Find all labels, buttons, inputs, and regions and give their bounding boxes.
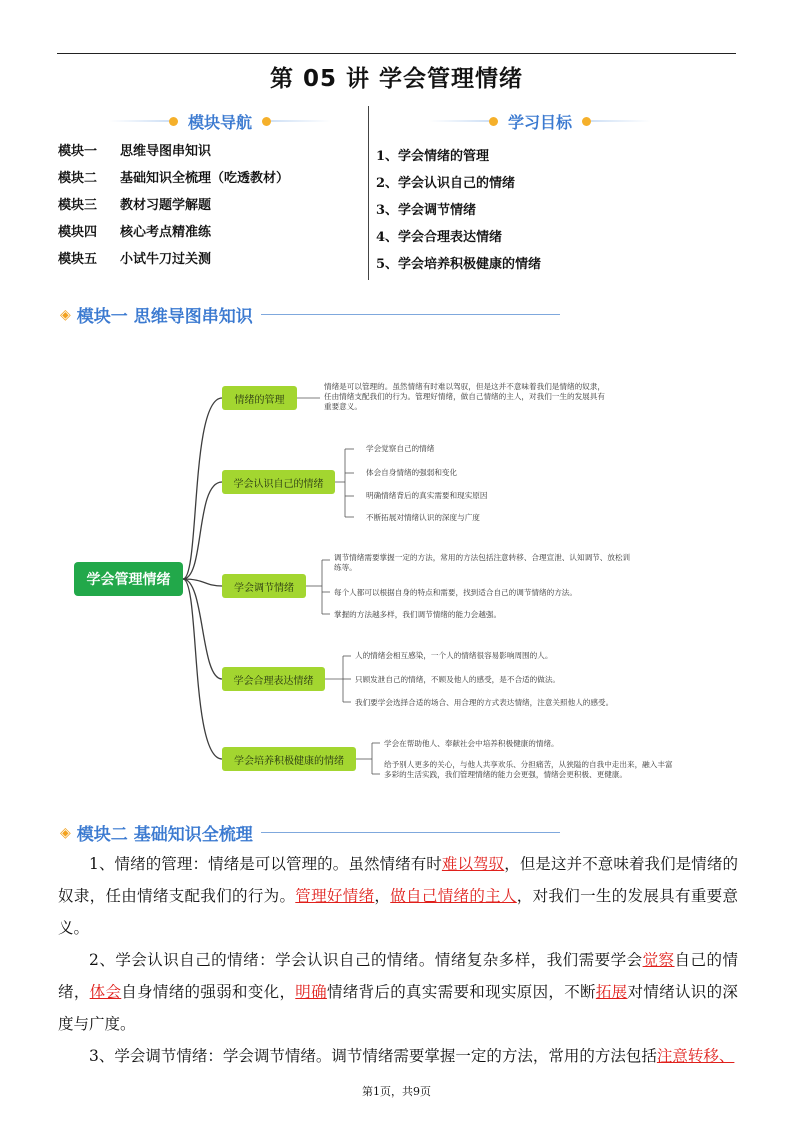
text-run: ，但是这并不意味着我们是情绪的奴隶，任由情绪支配我们的行为。	[58, 855, 738, 905]
goal-item: 3、学会调节情绪	[376, 203, 477, 218]
nav-heading: 模块导航	[187, 112, 252, 132]
mindmap-leaf: 学会在帮助他人、奉献社会中培养积极健康的情绪。	[384, 739, 559, 748]
mindmap-root: 学会管理情绪	[74, 562, 183, 596]
text-run: ，对我们一生的发展具有重要意义。	[58, 887, 738, 937]
key-term: 拓展	[595, 983, 628, 1001]
key-term: 管理好情绪	[295, 887, 375, 905]
mindmap-branch: 情绪的管理	[222, 386, 297, 410]
nav-item-value: 核心考点精准练	[120, 225, 212, 240]
key-term: 体会	[89, 983, 122, 1001]
goal-item: 4、学会合理表达情绪	[376, 230, 503, 245]
module1-title: 模块一 思维导图串知识	[76, 307, 253, 327]
mindmap-branch: 学会认识自己的情绪	[222, 470, 335, 494]
paragraph	[58, 944, 738, 1040]
text-run: 对情绪认识的深度与广度。	[58, 983, 738, 1033]
key-term: 觉察	[642, 951, 675, 969]
nav-item-key: 模块四	[58, 225, 98, 240]
connector-root-to-branch-5	[183, 579, 222, 759]
goal-item: 1、学会情绪的管理	[376, 149, 490, 164]
mindmap-leaf: 明确情绪背后的真实需要和现实原因	[366, 491, 488, 500]
module2-rule	[261, 832, 560, 833]
mindmap-leaf: 给予别人更多的关心，与他人共享欢乐、分担痛苦，从狭隘的自我中走出来，融入丰富多彩的生活实践，我们管理情绪的能力会更强，情绪会更积极、更健康。	[384, 760, 673, 779]
goal-item: 5、学会培养积极健康的情绪	[376, 257, 542, 272]
text-run: 3、学会调节情绪：学会调节情绪。调节情绪需要掌握一定的方法，常用的方法包括	[89, 1047, 657, 1065]
text-run: 自己的情绪，	[58, 951, 738, 1001]
module2-title: 模块二 基础知识全梳理	[76, 825, 253, 845]
key-term: 明确	[295, 983, 327, 1001]
key-term: 难以驾驭	[441, 855, 505, 873]
page-title: 第 05 讲 学会管理情绪	[269, 66, 524, 92]
mindmap-leaf: 调节情绪需要掌握一定的方法，常用的方法包括注意转移、合理宣泄、认知调节、放松训练等。	[334, 553, 631, 572]
body-text	[58, 848, 738, 1072]
text-run: 2、学会认识自己的情绪：学会认识自己的情绪。情绪复杂多样，我们需要学会	[89, 951, 643, 969]
mindmap-leaf: 情绪是可以管理的。虽然情绪有时难以驾驭，但是这并不意味着我们是情绪的奴隶，任由情绪支配我们的行为。管理好情绪，做自己情绪的主人，对我们一生的发展具有重要意义。	[324, 382, 605, 411]
nav-item-value: 思维导图串知识	[120, 144, 212, 159]
goals-heading: 学习目标	[507, 112, 572, 132]
connector-root-to-branch-1	[183, 398, 222, 579]
key-term: 做自己情绪的主人	[390, 887, 517, 905]
nav-item-key: 模块三	[58, 198, 98, 213]
page-footer: 第1页，共9页	[362, 1085, 431, 1098]
connector-root-to-branch-2	[183, 482, 222, 579]
nav-item-value: 基础知识全梳理（吃透教材）	[120, 171, 290, 186]
mindmap-leaf: 每个人都可以根据自身的特点和需要，找到适合自己的调节情绪的方法。	[334, 588, 577, 597]
mindmap-leaf: 只顾发泄自己的情绪，不顾及他人的感受，是不合适的做法。	[355, 675, 561, 684]
mindmap-leaf: 不断拓展对情绪认识的深度与广度	[366, 513, 480, 522]
nav-item-key: 模块二	[58, 171, 98, 186]
diamond-chevron-icon: ◈	[60, 824, 71, 841]
paragraph	[58, 1040, 738, 1072]
nav-item-value: 教材习题学解题	[120, 198, 212, 213]
mindmap-leaf: 人的情绪会相互感染，一个人的情绪很容易影响周围的人。	[355, 651, 553, 660]
connector-root-to-branch-4	[183, 579, 222, 679]
key-term: 注意转移、	[656, 1047, 735, 1065]
mindmap-branch: 学会合理表达情绪	[222, 667, 325, 691]
module2-heading	[60, 820, 560, 845]
mindmap-branch: 学会调节情绪	[222, 574, 306, 598]
nav-item-value: 小试牛刀过关测	[120, 252, 212, 267]
text-run: ，	[374, 887, 391, 905]
mindmap-leaf: 学会觉察自己的情绪	[366, 444, 435, 453]
paragraph	[58, 848, 738, 944]
mindmap-leaf: 掌握的方法越多样，我们调节情绪的能力会越强。	[334, 610, 502, 619]
mindmap-leaf: 我们要学会选择合适的场合、用合理的方式表达情绪，注意关照他人的感受。	[355, 698, 614, 707]
mindmap-leaf: 体会自身情绪的强弱和变化	[366, 468, 458, 477]
text-run: 情绪背后的真实需要和现实原因，不断	[326, 983, 596, 1001]
text-run: 自身情绪的强弱和变化，	[121, 983, 296, 1001]
mindmap-branch: 学会培养积极健康的情绪	[222, 747, 356, 771]
diamond-chevron-icon: ◈	[60, 306, 71, 323]
nav-item-key: 模块五	[58, 252, 98, 267]
text-run: 1、情绪的管理：情绪是可以管理的。虽然情绪有时	[89, 855, 442, 873]
goal-item: 2、学会认识自己的情绪	[376, 176, 516, 191]
nav-item-key: 模块一	[58, 144, 98, 159]
